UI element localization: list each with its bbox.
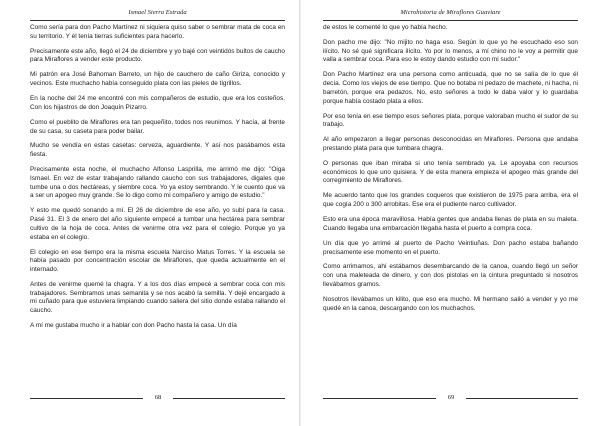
left-page-number: 68 [143,392,173,403]
right-running-head: Microhistoria de Miraflores Guaviare [400,9,501,16]
paragraph: O personas que iban miraba si uno tenía sembrado ya. Le apoyaba con recursos económicos lo que uno quisiera. Y de esta manera empieza el apogeo más grande del corregimiento de Miraflores. [323,159,578,185]
paragraph: Nosotros llevábamos un kilito, que eso era mucho. Mi hermano salió a vender y yo me quedé en la canoa, descargando con los muchachos. [323,295,578,312]
paragraph: Mi patrón era José Bahoman Barreto, un hijo de cauchero de caño Giriza, conocido y vecinos. Este muchacho había conseguido plata con las pieles de tigrillos. [30,71,285,88]
paragraph: Don pacho me dijo: "No mijito no haga eso. Según lo que yo he escuchado eso son ilícito. No sé qué significara ilícito. Yo por lo menos, a mí chino no le voy a permitir que valla a sembrar coca. Para eso le estoy dando estudio con mi sudor." [323,38,578,64]
paragraph: Esto era una época maravillosa. Había gentes que andaba llenas de plata en su maleta. Cuando llegaba una embarcación llegaba hasta el puerto a compra coca. [323,216,578,232]
paragraph: Precisamente este año, llegó el 24 de diciembre y yo bajé con veintidós bultos de caucho para Miraflores a vender este producto. [30,47,285,64]
left-running-head: Ismael Sierra Estrada [128,9,187,16]
right-header-rule [323,20,578,21]
paragraph: Como arrimamos, ahí estábamos desembarcando de la canoa, cuando llegó un señor con una maleteada de dinero, y con dos pistolas en la cintura preguntado si nosotros llevábamos gramos. [323,263,578,288]
paragraph: Antes de venirme quemé la chagra. Y a los dos días empecé a sembrar coca con mis trabajadores. Sembramos unas semanita y se nos acabó la semilla. Y dejé encargado a mi cuñado para que estuviera limpiando cuando saliera del sitio donde estaba rallando el caucho. [30,280,285,315]
paragraph: Un día que yo arrimé al puerto de Pacho Veintiuñas. Don pacho estaba bañando precisamente ese momento en el puerto. [323,239,578,256]
paragraph: Mucho se vendía en estas casetas: cerveza, aguardiente. Y así nos pasábamos esta fiesta. [30,142,285,159]
right-page-number: 69 [436,392,466,403]
paragraph: Como el pueblito de Miraflores era tan pequeñito, todos nos reunimos. Y hacía, al frente de su casa, su caseta para poder bailar. [30,118,285,135]
right-page [323,0,578,426]
paragraph: Por eso tenía en ese tiempo esos señores plata, porque valoraban mucho el sudor de su trabajo. [323,112,578,129]
paragraph: Me acuerdo tanto que los grandes coqueros que existieron de 1975 para arriba, era el que cogía 200 o 300 arrobitas. Ese era el pudiente narco cultivador. [323,192,578,209]
paragraph: Como sería para don Pacho Martínez ni siquiera quiso saber o sembrar mata de coca en su territorio. Y él tenía tierras suficientes para hacerlo. [30,24,285,40]
paragraph: El colegio en ese tiempo era la misma escuela Narciso Matus Torres. Y la escuela se había pasado por concentración escolar de Miraflores, que queda actualmente en el internado. [30,248,285,273]
paragraph: de estos le comenté lo que yo había hecho. [323,24,448,31]
left-body-text [30,24,285,337]
paragraph: En la noche del 24 me encontré con mis compañeros de estudio, que era los costeños. Con los hijastros de don Joaquín Pizarro. [30,95,285,111]
paragraph: Al año empezaron a llegar personas desconocidas en Miraflores. Persona que andaba prestando plata para que tumbara chagra. [323,136,578,152]
paragraph: Precisamente esta noche, el muchacho Alfonso Lasprilla, me arrimó me dijo: "Oiga Ismael. En vez de estar trabajando rallando caucho con sus trabajadores, digales que tumbe una o dos hectáreas, y siembre coca. Yo ya estoy sembrando. Y le cuento que va a ser un apogeo muy grande. Se lo digo como mi compañero y amigo de estudio." [30,166,285,200]
paragraph: A mí me gustaba mucho ir a hablar con don Pacho hasta la casa. Un día [30,322,237,330]
paragraph: Y esto me quedó sonando a mí. El 26 de diciembre de ese año, yo subí para la casa. Pasé 31. El 3 de enero del año siguiente empecé a tumbar una hectárea para sembrar cultivo de la hoja de coca. Antes de venirme otra vez para el colegio. Porque yo ya estaba en el colegio. [30,207,285,241]
left-page [30,0,285,426]
left-header-rule [30,20,285,21]
paragraph: Don Pacho Martínez era una persona como anticuada, que no se salía de lo que él decía. Como los viejos de ese tiempo. Que no botaba ni pedazo de machete, ni hacha, ni barretón, porque era pedazos. No, esto señores a todo le daba valor y lo guardaba porque había costado plata a ellos. [323,71,578,105]
book-gutter [299,0,301,426]
right-body-text [323,24,578,320]
